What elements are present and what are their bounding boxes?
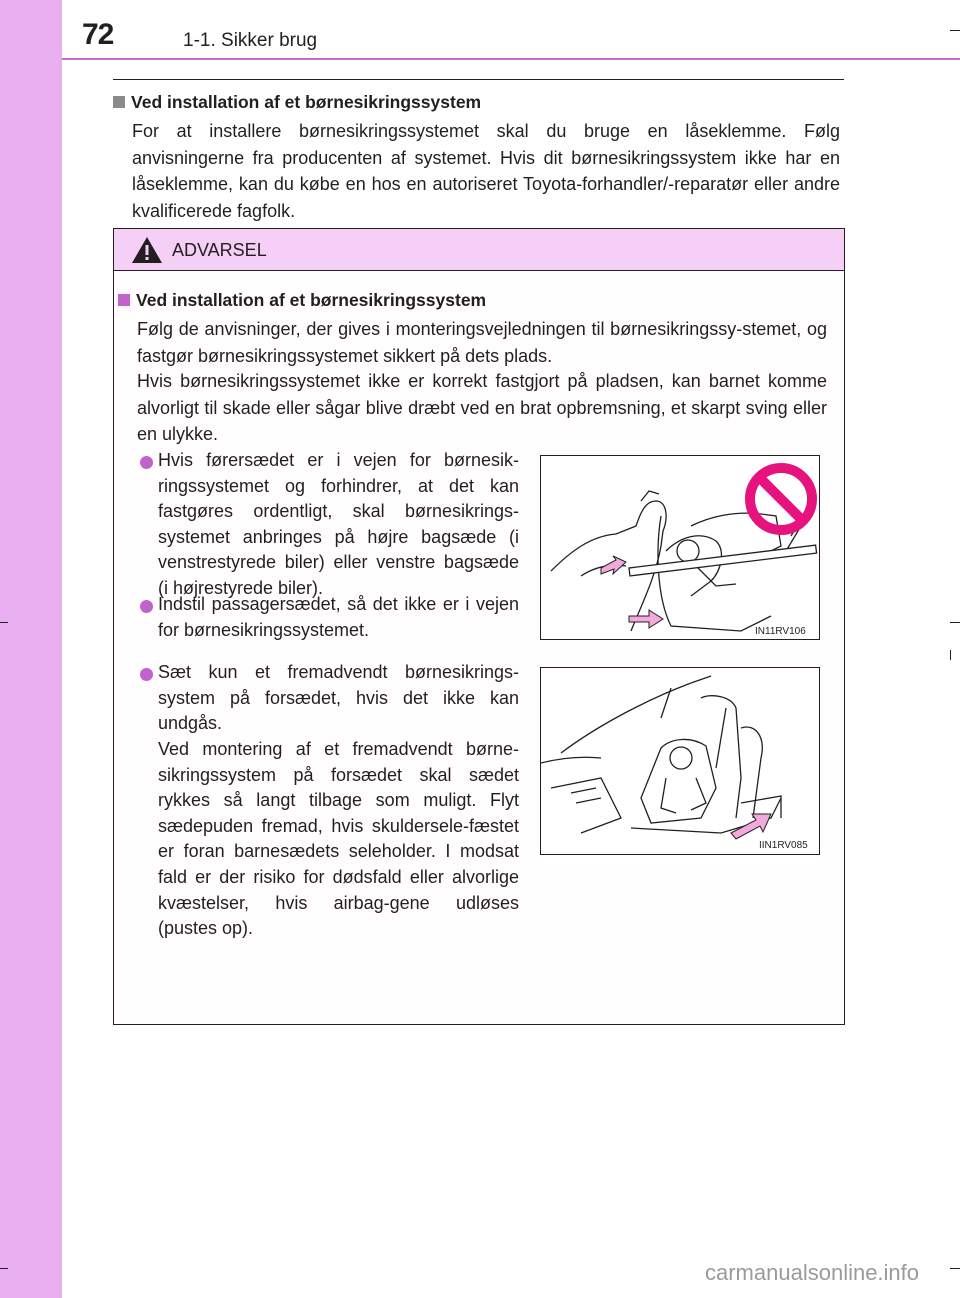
page-number: 72 [82, 18, 114, 51]
warning-triangle-icon [131, 236, 163, 264]
section-title: 1-1. Sikker brug [183, 30, 318, 51]
crop-mark [950, 30, 960, 31]
crop-mark [0, 622, 8, 623]
warning-heading [118, 290, 486, 311]
warning-paragraph-1: Følg de anvisninger, der gives i monteringsvejledningen til børnesikringssy-stemet, og fastgør børnesikringssystemet sikkert på dets plads. [137, 319, 827, 366]
section-rule [113, 79, 844, 80]
warning-paragraph-2: Hvis børnesikringssystemet ikke er korrekt fastgjort på pladsen, kan barnet komme alvorligt til skade eller sågar blive dræbt ved en brat opbremsning, et skarpt sving eller en ulykke. [137, 371, 827, 444]
figure-label: IIN1RV085 [759, 840, 808, 851]
arrow-right-icon [629, 610, 663, 628]
crop-mark [950, 650, 951, 660]
crop-mark [950, 1268, 960, 1269]
crop-mark [0, 1268, 8, 1269]
warning-bullet-3-continued: Ved montering af et fremadvendt børne-sikringssystem på forsædet skal sædet rykkes så langt tilbage som muligt. Flyt sædepuden fremad, hvis skuldersele-fæstet er foran barnesædets seleholder. I modsat fald er der risiko for dødsfald eller alvorlige kvæstelser, hvis airbag-gene udløses (pustes op). [158, 739, 519, 939]
intro-heading [113, 92, 481, 113]
prohibition-icon [750, 468, 812, 530]
bullet-dot-icon [140, 668, 153, 681]
header-rule [62, 58, 960, 60]
watermark: carmanualsonline.info [705, 1260, 920, 1285]
warning-bullet-3: Sæt kun et fremadvendt børnesikrings-system på forsædet, hvis det ikke kan undgås. [158, 662, 519, 734]
figure-forward-facing-seat [540, 667, 820, 855]
bullet-dot-icon [140, 600, 153, 613]
figure-label: IN11RV106 [755, 626, 806, 637]
side-tab [0, 0, 62, 1298]
warning-bullet-2: Indstil passagersædet, så det ikke er i vejen for børnesikringssystemet. [158, 594, 519, 640]
figure-driver-seat-blocking [540, 455, 820, 640]
crop-mark [950, 622, 960, 623]
square-bullet-icon [113, 96, 125, 108]
warning-heading-text: Ved installation af et børnesikringssystem [136, 290, 487, 310]
warning-bullet-1: Hvis førersædet er i vejen for børnesik-ringssystemet og forhindrer, at det kan fastgøres ordentligt, skal børnesikrings-systemet anbringes på højre bagsæde (i venstrestyrede biler) eller venstre bagsæde (i højrestyrede biler). [158, 450, 519, 598]
intro-heading-text: Ved installation af et børnesikringssystem [131, 92, 482, 112]
bullet-dot-icon [140, 456, 153, 469]
child-seat-illustration [541, 456, 819, 639]
square-bullet-icon [118, 294, 130, 306]
warning-title: ADVARSEL [172, 240, 267, 260]
forward-seat-illustration [541, 668, 819, 854]
arrow-right-icon [731, 814, 771, 839]
intro-paragraph: For at installere børnesikringssystemet skal du bruge en låseklemme. Følg anvisningerne fra producenten af systemet. Hvis dit børnesikringssystem ikke har en låseklemme, kan du købe en hos en autoriseret Toyota-forhandler/-reparatør eller andre kvalificerede fagfolk. [132, 121, 840, 221]
